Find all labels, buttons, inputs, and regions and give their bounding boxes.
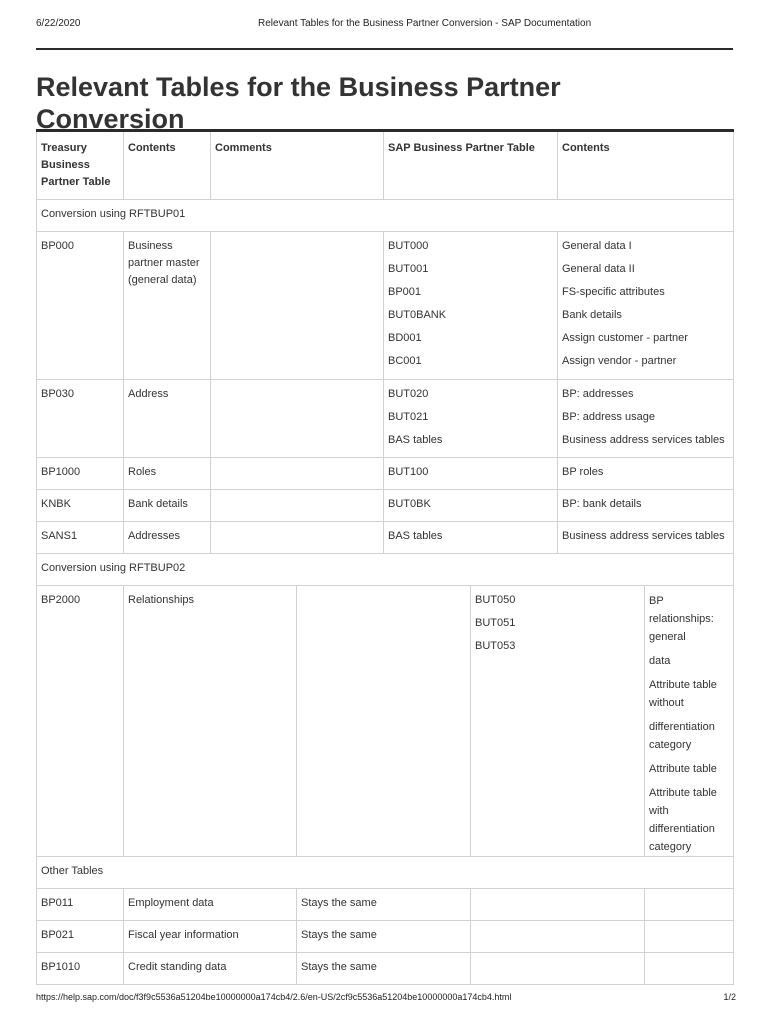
table-row xyxy=(37,458,734,490)
table-row xyxy=(37,953,734,985)
list-item: FS-specific attributes xyxy=(562,286,665,298)
cell-tbp: BP030 xyxy=(37,380,124,458)
list-item: BUT053 xyxy=(475,640,516,652)
cell-comments xyxy=(211,458,384,490)
cell-contents: Credit standing data xyxy=(124,953,297,985)
cell-sap-contents: BP roles xyxy=(558,458,734,490)
list-item: BP: addresses xyxy=(562,388,634,400)
list-item: BUT000 xyxy=(388,240,429,252)
cell-contents: Business partner master (general data) xyxy=(124,232,211,380)
cell-comments: Stays the same xyxy=(297,921,471,953)
list-item: BP001 xyxy=(388,286,422,298)
list-item: BP relationships: general xyxy=(649,595,714,643)
cell-sap-tables: BUT0BK xyxy=(384,490,558,522)
section-row xyxy=(37,554,734,586)
cell-tbp: KNBK xyxy=(37,490,124,522)
cell-tbp: BP2000 xyxy=(37,586,124,857)
cell-sap-contents xyxy=(645,921,734,953)
cell-sap-contents xyxy=(645,889,734,921)
list-item: BUT020 xyxy=(388,388,429,400)
list-item: BAS tables xyxy=(388,434,443,446)
cell-tbp: BP1010 xyxy=(37,953,124,985)
list-item: Assign vendor - partner xyxy=(562,355,677,367)
cell-sap-tables xyxy=(471,921,645,953)
header-contents: Contents xyxy=(124,131,211,200)
list-item: Business address services tables xyxy=(562,434,725,446)
list-item: BC001 xyxy=(388,355,422,367)
cell-sap-contents xyxy=(558,380,734,458)
cell-comments xyxy=(211,232,384,380)
cell-sap-contents xyxy=(645,953,734,985)
print-doc-title: Relevant Tables for the Business Partner Conversion - SAP Documentation xyxy=(258,18,592,29)
cell-sap-contents: Business address services tables xyxy=(558,522,734,554)
page-number: 1/2 xyxy=(723,992,736,1002)
cell-contents: Roles xyxy=(124,458,211,490)
list-item: General data II xyxy=(562,263,635,275)
list-item: General data I xyxy=(562,240,632,252)
cell-comments xyxy=(211,522,384,554)
cell-contents: Fiscal year information xyxy=(124,921,297,953)
cell-comments: Stays the same xyxy=(297,953,471,985)
page-title: Relevant Tables for the Business Partner Conversion xyxy=(36,72,561,135)
print-header xyxy=(36,18,736,32)
cell-contents: Addresses xyxy=(124,522,211,554)
cell-sap-tables: BAS tables xyxy=(384,522,558,554)
section-title: Other Tables xyxy=(37,857,734,889)
table-header-row xyxy=(37,131,734,200)
cell-sap-tables xyxy=(471,953,645,985)
list-item: BUT001 xyxy=(388,263,429,275)
cell-comments xyxy=(211,490,384,522)
list-item: differentiation category xyxy=(649,721,715,751)
list-item: BP: address usage xyxy=(562,411,655,423)
cell-contents: Bank details xyxy=(124,490,211,522)
list-item: data xyxy=(649,655,671,667)
cell-tbp: BP000 xyxy=(37,232,124,380)
section-row xyxy=(37,200,734,232)
cell-sap-contents xyxy=(558,232,734,380)
cell-comments xyxy=(211,380,384,458)
cell-contents: Address xyxy=(124,380,211,458)
header-sap-contents: Contents xyxy=(558,131,734,200)
header-comments: Comments xyxy=(211,131,384,200)
header-treasury-bp-table: Treasury Business Partner Table xyxy=(37,131,124,200)
cell-comments: Stays the same xyxy=(297,889,471,921)
conversion-table xyxy=(36,129,734,985)
cell-sap-contents: BP: bank details xyxy=(558,490,734,522)
list-item: BUT051 xyxy=(475,617,516,629)
section-title: Conversion using RFTBUP02 xyxy=(37,554,734,586)
cell-tbp: BP021 xyxy=(37,921,124,953)
cell-sap-tables xyxy=(384,232,558,380)
cell-contents: Employment data xyxy=(124,889,297,921)
list-item: BUT050 xyxy=(475,594,516,606)
table-row xyxy=(37,921,734,953)
cell-sap-tables xyxy=(471,889,645,921)
list-item: Attribute table without xyxy=(649,679,717,709)
list-item: BUT0BANK xyxy=(388,309,447,321)
cell-sap-tables xyxy=(384,380,558,458)
cell-tbp: BP1000 xyxy=(37,458,124,490)
table-row xyxy=(37,232,734,380)
section-row xyxy=(37,857,734,889)
list-item: Assign customer - partner xyxy=(562,332,688,344)
list-item: BD001 xyxy=(388,332,422,344)
cell-comments xyxy=(297,586,471,857)
table-row xyxy=(37,490,734,522)
list-item: Bank details xyxy=(562,309,622,321)
list-item: Attribute table xyxy=(649,763,717,775)
header-sap-bp-table: SAP Business Partner Table xyxy=(384,131,558,200)
cell-tbp: BP011 xyxy=(37,889,124,921)
list-item: BUT021 xyxy=(388,411,429,423)
print-date: 6/22/2020 xyxy=(36,18,81,29)
cell-tbp: SANS1 xyxy=(37,522,124,554)
cell-sap-contents xyxy=(645,586,734,857)
table-row xyxy=(37,380,734,458)
cell-sap-tables xyxy=(471,586,645,857)
title-rule xyxy=(36,48,733,50)
cell-contents: Relationships xyxy=(124,586,297,857)
source-url: https://help.sap.com/doc/f3f9c5536a51204be10000000a174cb4/2.6/en-US/2cf9c5536a51204be10000000a174cb4.html xyxy=(36,992,512,1002)
table-row xyxy=(37,586,734,857)
print-footer xyxy=(36,992,736,1006)
table-row xyxy=(37,522,734,554)
list-item: Attribute table with differentiation category xyxy=(649,787,717,853)
cell-sap-tables: BUT100 xyxy=(384,458,558,490)
section-title: Conversion using RFTBUP01 xyxy=(37,200,734,232)
table-row xyxy=(37,889,734,921)
